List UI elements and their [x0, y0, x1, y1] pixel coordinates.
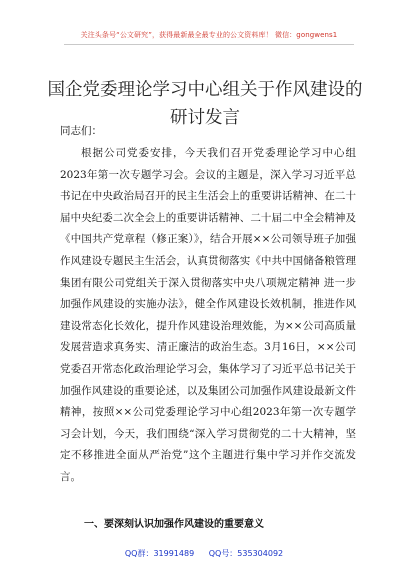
section-heading: 一、要深刻认识加强作风建设的重要意义 [84, 519, 264, 530]
document-paragraph: 根据公司党委安排，今天我们召开党委理论学习中心组2023年第一次专题学习会。会议的主题是，深入学习习近平总书记在中央政治局召开的民主生活会上的重要讲话精神、在二十届中央纪委二次全会上的重要讲话精神、二十届二中全会精神及《中国共产党章程（修正案）》，结合开展××公司领导班子加强作风建设专题民主生活会，认真贯彻落实《中共中国储备粮管理集团有限公司党组关于深入贯彻落实中央八项规定精神 进一步加强作风建设的实施办法》，健全作风建设长效机制，推进作风建设常态化长效化，提升作风建设治理效能，为××公司高质量发展营造求真务实、清正廉洁的政治生态。3月16日，××公司党委召开常态化政治理论学习会，集体学习了习近平总书记关于加强作风建设的重要论述，以及集团公司加强作风建设最新文件精神，按照××公司党委理论学习中心组2023年第一次专题学习会计划，今天，我们围绕“深入学习贯彻党的二十大精神，坚定不移推进全面从严治党”这个主题进行集中学习并作交流发言。 [60, 147, 356, 483]
footer-qq-group: QQ群：31991489 [124, 549, 195, 558]
document-greeting: 同志们： [60, 125, 102, 137]
footer-qq-number: QQ号：535304092 [208, 549, 284, 558]
document-title: 国企党委理论学习中心组关于作风建设的研讨发言 [47, 80, 363, 128]
header-banner-text: 关注头条号“公文研究”，获得最新最全最专业的公文资料库！ 微信：gongwens1 [80, 31, 338, 39]
page-header [64, 22, 354, 45]
page-footer [0, 548, 408, 559]
